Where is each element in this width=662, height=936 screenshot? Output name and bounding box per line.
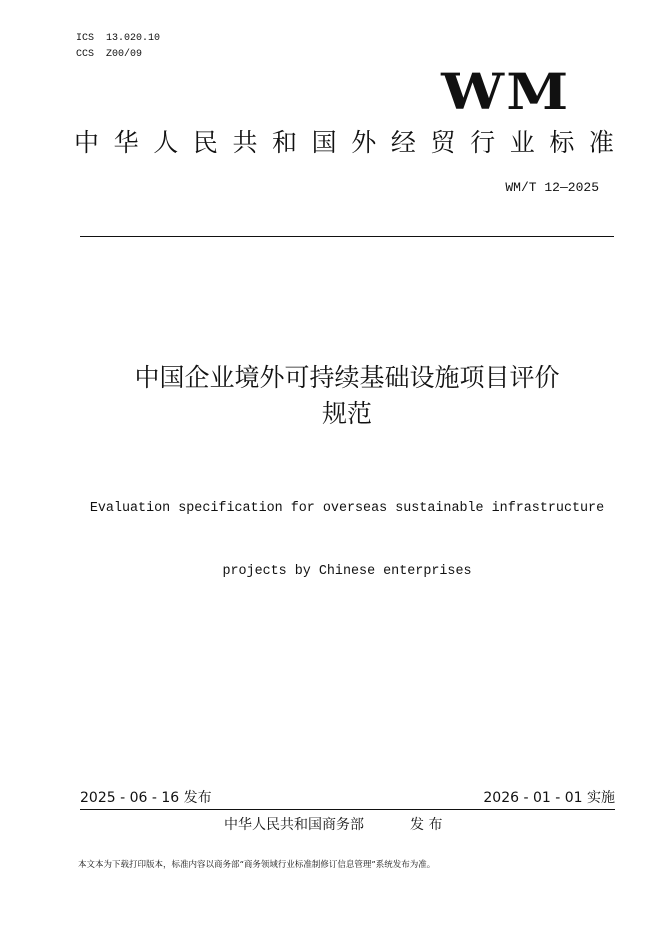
ics-code: ICS 13.020.10 — [76, 33, 161, 44]
standard-title-char: 外 — [351, 128, 377, 157]
english-title — [50, 456, 644, 603]
standard-title-char: 共 — [232, 128, 258, 157]
standard-title-char: 国 — [311, 128, 337, 157]
download-note: 本文本为下载打印版本，标准内容以商务部“商务领域行业标准制修订信息管理”系统发布为准。 — [78, 860, 436, 870]
english-title-line: Evaluation specification for overseas sustainable infrastructure — [89, 501, 605, 516]
issuing-authority: 中华人民共和国商务部 — [224, 817, 364, 833]
standard-title-char: 华 — [113, 128, 139, 157]
chinese-title-line: 中国企业境外可持续基础设施项目评价 — [134, 363, 560, 392]
standard-number: WM/T 12—2025 — [505, 180, 599, 195]
implementation-date: 2026 - 01 - 01 实施 — [483, 790, 615, 806]
issue-date: 2025 - 06 - 16 发布 — [80, 790, 212, 806]
standard-title-char: 民 — [192, 128, 218, 157]
footer-divider — [80, 809, 615, 810]
standard-title-char: 中 — [74, 128, 100, 157]
standard-title-char: 准 — [588, 128, 614, 157]
standard-title-char: 贸 — [430, 128, 456, 157]
chinese-title-line: 规范 — [321, 399, 372, 428]
standard-title-char: 经 — [390, 128, 416, 157]
standard-title-char: 行 — [470, 128, 496, 157]
header-divider — [80, 236, 614, 237]
standard-title-char: 业 — [509, 128, 535, 157]
publish-label: 发 布 — [410, 817, 443, 833]
standard-category-title — [74, 126, 614, 160]
wm-logo: WM — [440, 62, 570, 121]
standard-title-char: 和 — [272, 128, 298, 157]
standard-title-char: 标 — [549, 128, 575, 157]
chinese-title — [60, 360, 634, 432]
standard-title-char: 人 — [153, 128, 179, 157]
english-title-line: projects by Chinese enterprises — [222, 564, 472, 579]
ccs-code: CCS Z00/09 — [76, 49, 143, 60]
